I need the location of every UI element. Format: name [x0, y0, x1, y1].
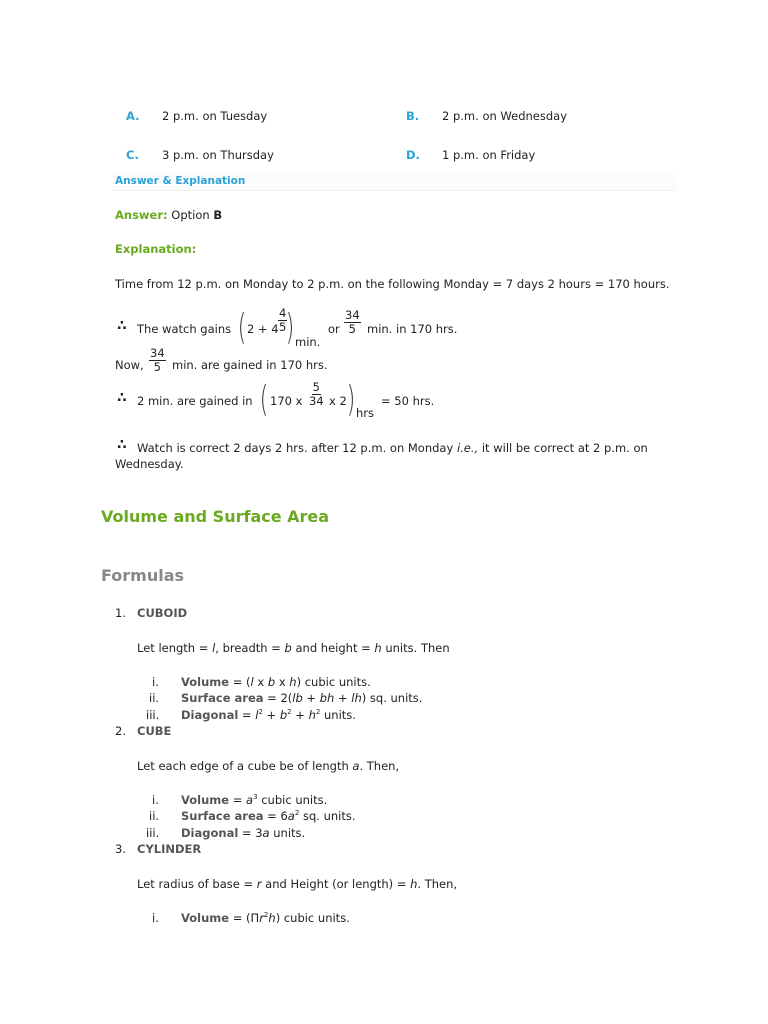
item-number: 3.	[115, 842, 126, 856]
conclusion-a: Watch is correct 2 days 2 hrs. after 12 p.m. on Monday	[137, 441, 454, 455]
gain-whole: 2 + 4	[247, 322, 279, 336]
gain-fraction-num: 4	[279, 306, 287, 320]
cuboid-volume: Volume = (l x b x h) cubic units.	[181, 675, 371, 689]
cuboid-intro: Let length = l, breadth = b and height = h units. Then	[137, 641, 450, 655]
gain-tail: min. in 170 hrs.	[367, 322, 458, 336]
therefore-icon: ∴	[117, 437, 127, 453]
answer-explanation-link[interactable]: Answer & Explanation	[115, 175, 246, 187]
two-min-result: = 50 hrs.	[381, 394, 435, 408]
item-number: 2.	[115, 724, 126, 738]
cuboid-diagonal: Diagonal = $l^2 + b^2 + h^2$ units.	[181, 708, 356, 722]
answer-label: Answer:	[115, 208, 168, 222]
two-min-fraction	[309, 381, 324, 408]
explanation-label: Explanation:	[115, 242, 197, 256]
cylinder-intro: Let radius of base = r and Height (or length) = h. Then,	[137, 877, 458, 891]
now-fraction-den: 5	[153, 360, 161, 374]
item-number: 1.	[115, 606, 126, 620]
formula-num: iii.	[146, 708, 160, 722]
formula-num: i.	[152, 793, 159, 807]
option-a-letter: A.	[126, 109, 140, 123]
two-min-lead: 170 x	[270, 394, 303, 408]
cube-volume: Volume = $a^3$ cubic units.	[181, 793, 328, 807]
formulas-title: Formulas	[101, 566, 185, 585]
now-tail: min. are gained in 170 hrs.	[172, 358, 328, 372]
cube-surface-area: Surface area = $6a^2$ sq. units.	[181, 809, 356, 823]
gain-fraction-2	[344, 309, 361, 336]
option-c-text[interactable]: 3 p.m. on Thursday	[162, 148, 274, 162]
therefore-icon: ∴	[117, 390, 127, 406]
item-title-cuboid: CUBOID	[137, 606, 188, 620]
gain-fraction-2-den: 5	[348, 322, 356, 336]
left-paren-1: (	[237, 307, 247, 348]
two-min-text: 2 min. are gained in	[137, 394, 253, 408]
option-b-letter: B.	[406, 109, 420, 123]
option-d-letter: D.	[406, 148, 420, 162]
now-text: Now,	[115, 358, 144, 372]
item-title-cube: CUBE	[137, 724, 172, 738]
right-paren-2: )	[346, 379, 356, 420]
right-paren-1: )	[285, 307, 295, 348]
cube-diagonal: Diagonal = 3a units.	[181, 826, 306, 840]
conclusion-c: Wednesday.	[115, 457, 184, 471]
now-fraction	[149, 347, 166, 374]
two-min-sub: hrs	[356, 406, 375, 420]
section-title: Volume and Surface Area	[101, 507, 330, 526]
two-min-fraction-num: 5	[312, 380, 320, 394]
now-fraction-num: 34	[150, 346, 165, 360]
option-b-text[interactable]: 2 p.m. on Wednesday	[442, 109, 568, 123]
option-c-letter: C.	[126, 148, 139, 162]
left-paren-2: (	[259, 379, 269, 420]
gain-sub: min.	[295, 335, 321, 349]
cylinder-volume: Volume = $(\Pi r^2h)$ cubic units.	[181, 911, 350, 925]
explanation-line-1: Time from 12 p.m. on Monday to 2 p.m. on the following Monday = 7 days 2 hours = 170 hours.	[115, 277, 670, 291]
gain-text: The watch gains	[137, 322, 232, 336]
formula-num: iii.	[146, 826, 160, 840]
conclusion-b: it will be correct at 2 p.m. on	[481, 441, 648, 455]
conclusion-line	[137, 441, 648, 455]
answer-prefix: Option	[171, 208, 210, 222]
therefore-icon: ∴	[117, 318, 127, 334]
gain-fraction-den: 5	[279, 320, 287, 334]
two-min-tail: x 2	[329, 394, 347, 408]
answer-value: B	[213, 208, 223, 222]
gain-or: or	[328, 322, 340, 336]
item-title-cylinder: CYLINDER	[137, 842, 202, 856]
two-min-fraction-den: 34	[309, 394, 324, 408]
formula-num: i.	[152, 675, 159, 689]
gain-fraction-2-num: 34	[345, 308, 360, 322]
formula-num: ii.	[149, 691, 160, 705]
option-a-text[interactable]: 2 p.m. on Tuesday	[162, 109, 268, 123]
cuboid-surface-area: Surface area = 2(lb + bh + lh) sq. units.	[181, 691, 423, 705]
conclusion-ie: i.e.,	[456, 441, 479, 455]
formula-num: ii.	[149, 809, 160, 823]
cube-intro: Let each edge of a cube be of length a. Then,	[137, 759, 400, 773]
answer-line	[115, 208, 222, 222]
formula-num: i.	[152, 911, 159, 925]
option-d-text[interactable]: 1 p.m. on Friday	[442, 148, 536, 162]
